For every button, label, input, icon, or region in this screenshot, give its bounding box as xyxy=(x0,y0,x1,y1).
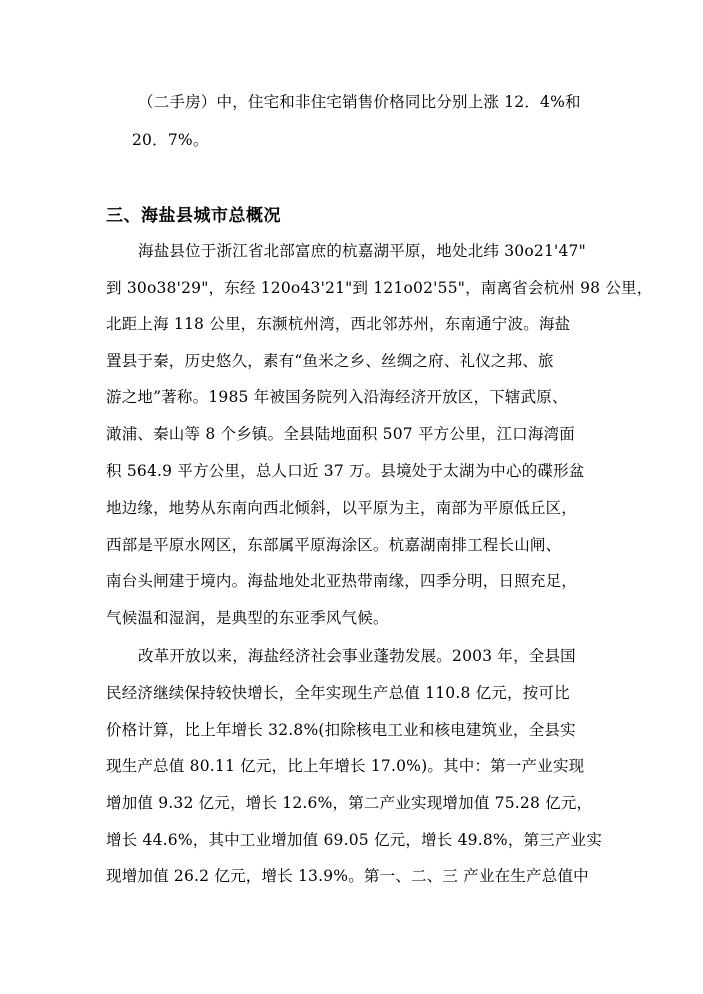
paragraph1-line-3: 北距上海 118 公里，东濒杭州湾，西北邻苏州，东南通宁波。海盐 xyxy=(106,315,571,333)
paragraph2-line-7: 现增加值 26.2 亿元，增长 13.9%。第一、二、三 产业在生产总值中 xyxy=(106,867,589,885)
paragraph2-line-2: 民经济继续保持较快增长，全年实现生产总值 110.8 亿元，按可比 xyxy=(106,684,570,702)
paragraph1-line-9: 西部是平原水网区，东部属平原海涂区。杭嘉湖南排工程长山闸、 xyxy=(106,536,562,554)
section-heading: 三、海盐县城市总概况 xyxy=(106,206,281,226)
paragraph2-line-6: 增长 44.6%，其中工业增加值 69.05 亿元，增长 49.8%，第三产业实 xyxy=(106,831,603,849)
paragraph2-line-4: 现生产总值 80.11 亿元，比上年增长 17.0%)。其中：第一产业实现 xyxy=(106,757,585,775)
paragraph2-line-5: 增加值 9.32 亿元，增长 12.6%，第二产业实现增加值 75.28 亿元， xyxy=(106,794,593,812)
text-line-top-1: （二手房）中，住宅和非住宅销售价格同比分别上涨 12．4%和 xyxy=(138,93,581,111)
paragraph2-line-3: 价格计算，比上年增长 32.8%(扣除核电工业和核电建筑业，全县实 xyxy=(106,721,576,739)
paragraph1-line-6: 澉浦、秦山等 8 个乡镇。全县陆地面积 507 平方公里，江口海湾面 xyxy=(106,425,575,443)
paragraph1-line-7: 积 564.9 平方公里，总人口近 37 万。县境处于太湖为中心的碟形盆 xyxy=(106,462,585,480)
paragraph1-line-4: 置县于秦，历史悠久，素有“鱼米之乡、丝绸之府、礼仪之邦、旅 xyxy=(106,352,554,370)
paragraph1-line-1: 海盐县位于浙江省北部富庶的杭嘉湖平原，地处北纬 30o21'47" xyxy=(138,242,586,260)
paragraph1-line-11: 气候温和湿润，是典型的东亚季风气候。 xyxy=(106,609,389,627)
paragraph1-line-5: 游之地”著称。1985 年被国务院列入沿海经济开放区，下辖武原、 xyxy=(106,388,568,406)
paragraph2-line-1: 改革开放以来，海盐经济社会事业蓬勃发展。2003 年，全县国 xyxy=(138,647,576,665)
paragraph1-line-2: 到 30o38'29"，东经 120o43'21"到 121o02'55"，南离省会杭州 98 公里， xyxy=(106,279,653,297)
paragraph1-line-8: 地边缘，地势从东南向西北倾斜，以平原为主，南部为平原低丘区， xyxy=(106,499,578,517)
text-line-top-2: 20．7%。 xyxy=(132,131,209,149)
paragraph1-line-10: 南台头闸建于境内。海盐地处北亚热带南缘，四季分明，日照充足， xyxy=(106,572,578,590)
